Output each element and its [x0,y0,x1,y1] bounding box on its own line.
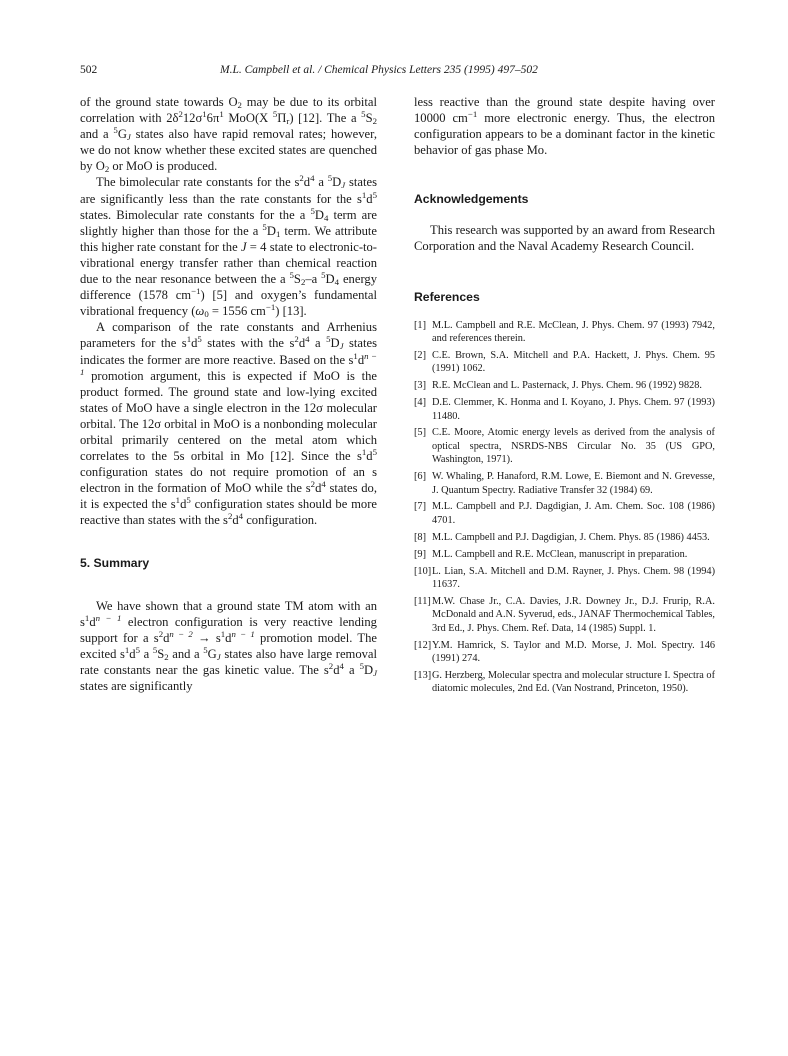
reference-item: [2] C.E. Brown, S.A. Mitchell and P.A. Hackett, J. Phys. Chem. 95 (1991) 1062. [414,349,715,375]
paragraph-comparison: A comparison of the rate constants and Arrhenius parameters for the $s^1d^5$ states with the $s^2d^4$ a $^5D_J$ states indicates the former are more reactive. Based on the $s^1d^{n - 1}$ promotion argument, this is expected if MoO is the product formed. The ground state and low-lying excited states of MoO have a single electron in the 12σ molecular orbital. The 12σ orbital in MoO is a nonbonding molecular orbital primarily centered on the metal atom which correlates to the 5s orbital in Mo [12]. Since the $s^1d^5$ configuration states do not require promotion of an s electron in the formation of MoO while the $s^2d^4$ states do, it is expected the $s^1d^5$ configuration states should be more reactive than states with the $s^2d^4$ configuration. [80,320,378,528]
paragraph-bimolecular: The bimolecular rate constants for the $s^2d^4$ a $^5D_J$ states are significantly less than the rate constants for the $s^1d^5$ states. Bimolecular rate constants for the a $^5D_4$ term are slightly higher than those for the a $^5D_1$ term. We attribute this higher rate constant for the J = 4 state to electronic-to-vibrational energy transfer rather than chemical reaction due to the near resonance between the a $^5S_2-a$ $^5D_4$ energy difference (1578 $cm^{-1}$) [5] and oxygen’s fundamental vibrational frequency ($\omega_0 = 1556$ $cm^{-1}$) [13]. [80,173,378,320]
section-heading-acknowledgements: Acknowledgements [414,192,529,207]
running-head: M.L. Campbell et al. / Chemical Physics Letters 235 (1995) 497–502 [220,64,538,76]
reference-item: [6] W. Whaling, P. Hanaford, R.M. Lowe, E. Biemont and N. Grevesse, J. Quantum Spectry. Radiative Transfer 32 (1984) 69. [414,471,715,496]
reference-item: [11] M.W. Chase Jr., C.A. Davies, J.R. Downey Jr., D.J. Frurip, R.A. McDonald and A.N. Syverud, eds., JANAF Thermochemical Tables, 3rd Ed., J. Phys. Chem. Ref. Data, 14 (1985) Suppl. 1. [414,595,715,634]
page-header [80,62,716,78]
paragraph-summary: We have shown that a ground state TM atom with an $s^1d^{n - 1}$ electron configuration is very reactive lending support for a $s^2d^{n - 2} \to s^1d^{n - 1}$ promotion model. The excited $s^1d^5$ a $^5S_2$ and a $^5G_J$ states also have large removal rate constants near the gas kinetic value. The $s^2d^4$ a $^5D_J$ states are significantly [80,598,378,693]
reference-item: [3] R.E. McClean and L. Pasternack, J. Phys. Chem. 96 (1992) 9828. [414,380,702,392]
reference-item: [8] M.L. Campbell and P.J. Dagdigian, J. Chem. Phys. 85 (1986) 4453. [414,531,710,543]
paragraph-summary-continued: less reactive than the ground state despite having over 10000 $cm^{-1}$ more electronic energy. Thus, the electron configuration appears to be a dominant factor in the kinetic behavior of gas phase Mo. [414,95,715,158]
reference-list [414,319,715,696]
page-number: 502 [80,64,98,76]
paragraph-ground-state: of the ground state towards $O_2$ may be due to its orbital correlation with $2\delta^212\sigma^16\pi^1$ MoO(X $^5\Pi_r$) [12]. The a $^5S_2$ and a $^5G_J$ states also have rapid removal rates; however, we do not know whether these excited states are quenched by $O_2$ or MoO is produced. [80,95,378,175]
section-heading-references: References [414,289,480,304]
reference-item: [1] M.L. Campbell and R.E. McClean, J. Phys. Chem. 97 (1993) 7942, and references therein. [414,319,715,344]
reference-item: [9] M.L. Campbell and R.E. McClean, manuscript in preparation. [414,548,688,560]
reference-item: [4] D.E. Clemmer, K. Honma and I. Koyano, J. Phys. Chem. 97 (1993) 11480. [414,397,715,422]
paragraph-acknowledgements: This research was supported by an award from Research Corporation and the Naval Academy Research Council. [414,223,715,254]
right-column [414,94,715,699]
reference-item: [10] L. Lian, S.A. Mitchell and D.M. Rayner, J. Phys. Chem. 98 (1994) 11637. [414,565,715,590]
reference-item: [13] G. Herzberg, Molecular spectra and molecular structure I. Spectra of diatomic molecules, 2nd Ed. (Van Nostrand, Princeton, 1950). [414,669,715,695]
left-column [80,94,377,694]
reference-item: [12] Y.M. Hamrick, S. Taylor and M.D. Morse, J. Mol. Spectry. 146 (1991) 274. [414,639,715,664]
section-heading-summary: 5. Summary [80,555,150,570]
reference-item: [7] M.L. Campbell and P.J. Dagdigian, J. Am. Chem. Soc. 108 (1986) 4701. [414,501,715,526]
reference-item: [5] C.E. Moore, Atomic energy levels as derived from the analysis of optical spectra, NSRDS-NBS Circular No. 35 (US GPO, Washington, 1971). [414,427,715,466]
